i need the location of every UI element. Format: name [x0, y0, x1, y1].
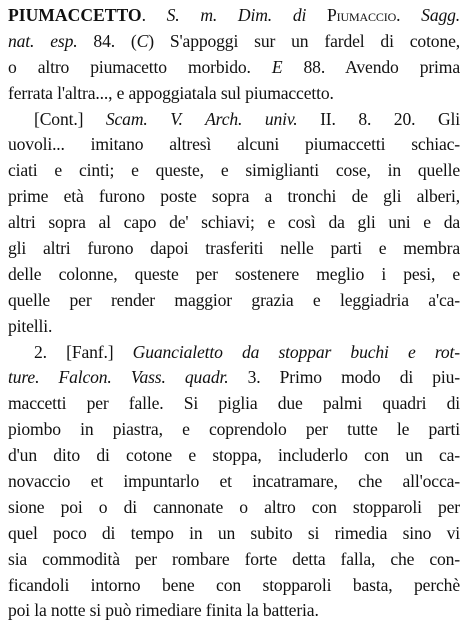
- text-span: sia commodità per rombare forte detta falla, che con-: [8, 548, 460, 569]
- text-span: .: [396, 5, 422, 25]
- text-span: quelle per render maggior grazia e leggiadria a'ca-: [8, 289, 460, 310]
- text-line: [8, 365, 460, 391]
- text-line: [8, 340, 460, 366]
- text-span: pitelli.: [8, 315, 53, 336]
- italic-span: C: [136, 30, 149, 51]
- small-caps-span: Piumaccio: [327, 5, 397, 25]
- text-span: d'un dito di cotone e stoppa, includerlo con un ca-: [8, 445, 460, 466]
- text-span: novaccio et impuntarlo et incatramare, che all'occa-: [8, 471, 460, 492]
- text-span: .: [141, 5, 167, 25]
- text-line: [8, 210, 460, 236]
- text-span: 84. (: [77, 30, 137, 51]
- text-line: [8, 184, 460, 210]
- text-span: II. 8. 20. Gli: [297, 108, 460, 129]
- text-span: 2. [Fanf.]: [34, 341, 133, 362]
- text-line: [8, 288, 460, 314]
- text-line: [8, 107, 460, 133]
- text-line: [8, 262, 460, 288]
- text-line: [8, 391, 460, 417]
- text-span: altri sopra al capo de' schiavi; e così da gli uni e da: [8, 212, 460, 233]
- text-span: ) S'appoggi sur un fardel di cotone,: [148, 30, 460, 51]
- text-line: [8, 236, 460, 262]
- text-line: [8, 521, 460, 547]
- text-line: [8, 314, 460, 340]
- text-span: gli altri furono dapoi trasferiti nelle parti e membra: [8, 238, 460, 259]
- text-line: [8, 598, 460, 624]
- text-span: piombo in piastra, e coprendolo per tutte le parti: [8, 419, 460, 440]
- italic-span: Guancialetto da stoppar buchi e rot-: [132, 341, 460, 362]
- text-line: [8, 417, 460, 443]
- italic-span: nat. esp.: [8, 30, 78, 51]
- text-line: [8, 29, 460, 55]
- italic-span: S. m. Dim. di: [166, 5, 307, 25]
- text-line: [8, 573, 460, 599]
- text-line: [8, 55, 460, 81]
- cont-citation-paragraph: [8, 107, 460, 340]
- text-span: ciati e cinti; e queste, e simiglianti cose, in quelle: [8, 160, 460, 181]
- italic-span: E: [271, 56, 283, 77]
- text-span: 3. Primo modo di piu-: [228, 367, 460, 388]
- italic-span: ture. Falcon. Vass. quadr.: [8, 367, 229, 388]
- text-line: [8, 547, 460, 573]
- text-span: o altro piumacetto morbido.: [8, 56, 272, 77]
- text-span: maccetti per falle. Si piglia due palmi quadri di: [8, 393, 460, 414]
- dictionary-entry: [8, 3, 460, 624]
- text-span: quel poco di tempo in un subito si rimedia sino vi: [8, 522, 460, 543]
- text-span: sione poi o di cannonate o altro con stopparoli per: [8, 496, 460, 517]
- sense-2-paragraph: [8, 340, 460, 624]
- text-line: [8, 81, 460, 107]
- text-span: prime età furono poste sopra a tronchi de gli alberi,: [8, 186, 460, 207]
- text-span: poi la notte si può rimediare finita la batteria.: [8, 600, 319, 621]
- text-span: uovoli... imitano altresì alcuni piumaccetti schiac-: [8, 134, 460, 155]
- text-line: [8, 495, 460, 521]
- text-span: [Cont.]: [34, 108, 106, 129]
- italic-span: Scam. V. Arch. univ.: [105, 108, 298, 129]
- text-span: [306, 5, 327, 25]
- text-line: [8, 158, 460, 184]
- sense-1-paragraph: [8, 3, 460, 107]
- text-span: 88. Avendo prima: [282, 56, 460, 77]
- text-line: [8, 3, 460, 29]
- text-span: ferrata l'altra..., e appoggiatala sul piumaccetto.: [8, 82, 334, 103]
- text-span: ficandoli intorno bene con stopparoli basta, perchè: [8, 574, 460, 595]
- text-line: [8, 132, 460, 158]
- text-line: [8, 469, 460, 495]
- headword: PIUMACCETTO: [8, 5, 142, 25]
- text-line: [8, 443, 460, 469]
- text-span: delle colonne, queste per sostenere meglio i pesi, e: [8, 263, 460, 284]
- italic-span: Sagg.: [421, 5, 460, 25]
